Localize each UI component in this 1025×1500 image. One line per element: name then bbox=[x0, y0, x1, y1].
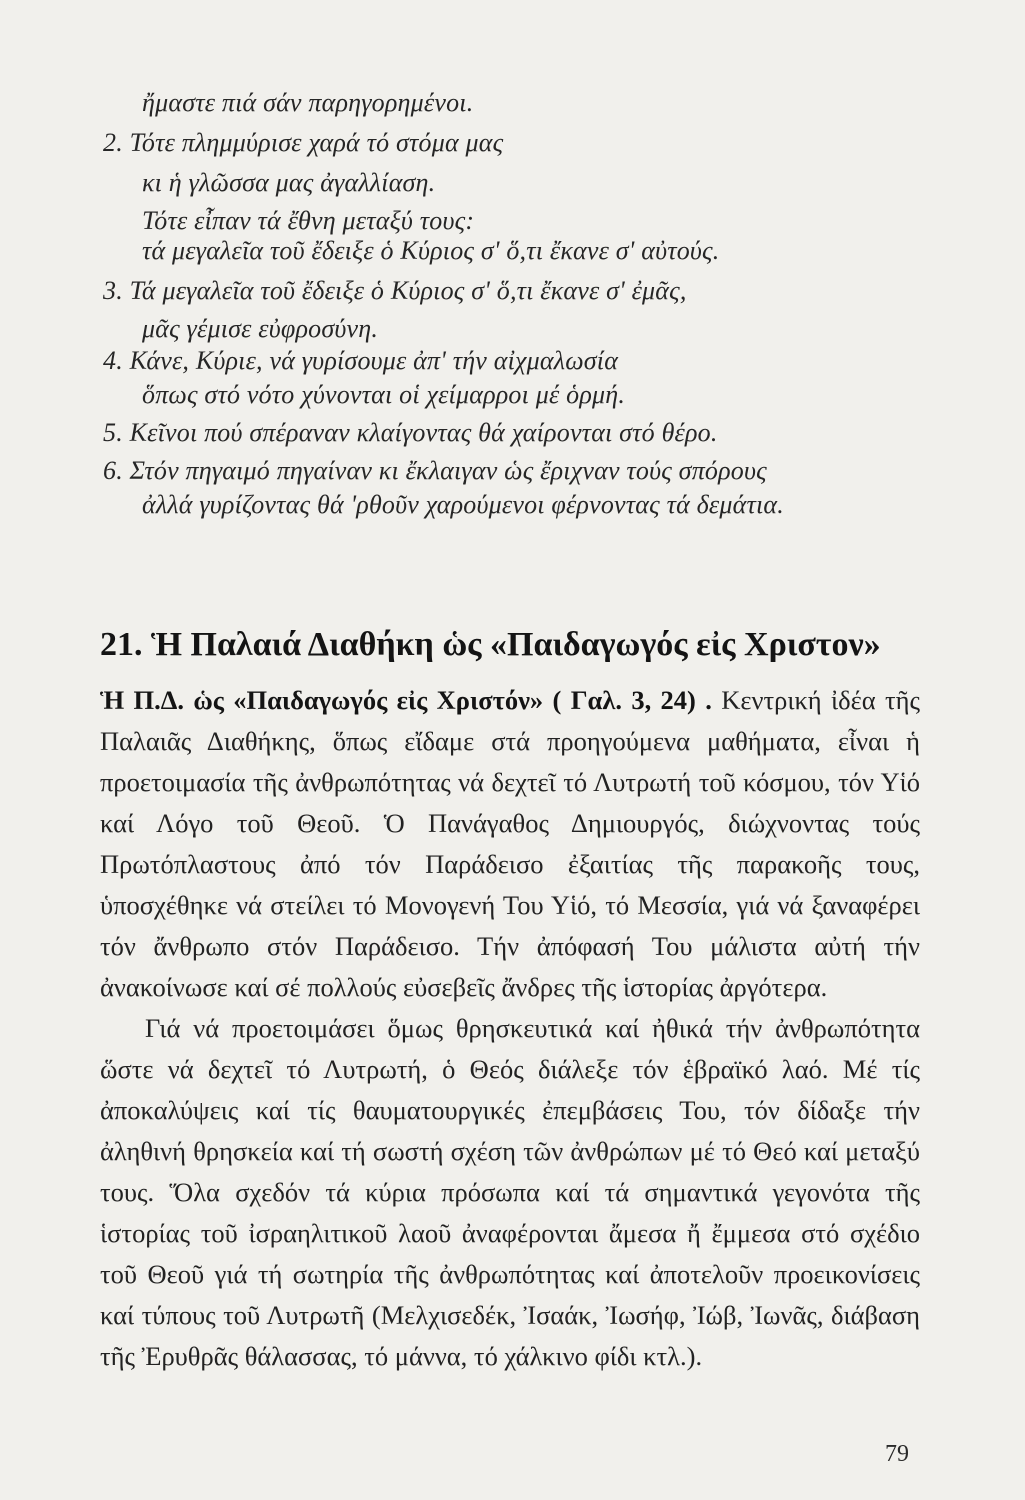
paragraph-1-text: Κεντρική ἰδέα τῆς Παλαιᾶς Διαθήκης, ὅπως εἴδαμε στά προηγούμενα μαθήματα, εἶναι ἡ προετοιμασία τῆς ἀνθρωπότητας νά δεχτεῖ τό Λυτρωτή τοῦ κόσμου, τόν Υἱό καί Λόγο τοῦ Θεοῦ. Ὁ Πανάγαθος Δημιουργός, διώχνοντας τούς Πρωτόπλαστους ἀπό τόν Παράδεισο ἐξαιτίας τῆς παρακοῆς τους, ὑποσχέθηκε νά στείλει τό Μονογενή Του Υἱό, τό Μεσσία, γιά νά ξαναφέρει τόν ἄνθρωπο στόν Παράδεισο. Τήν ἀπόφασή Του μάλιστα αὐτή τήν ἀνακοίνωσε καί σέ πολλούς εὐσεβεῖς ἄνδρες τῆς ἱστορίας ἀργότερα. bbox=[100, 685, 920, 1002]
psalm-line: 6. Στόν πηγαιμό πηγαίναν κι ἔκλαιγαν ὡς ἔριχναν τούς σπόρους bbox=[103, 456, 767, 485]
psalm-line: μᾶς γέμισε εὐφροσύνη. bbox=[142, 314, 379, 343]
psalm-line: 4. Κάνε, Κύριε, νά γυρίσουμε ἀπ' τήν αἰχμαλωσία bbox=[103, 346, 619, 375]
psalm-line: τά μεγαλεῖα τοῦ ἔδειξε ὁ Κύριος σ' ὅ,τι ἔκανε σ' αὐτούς. bbox=[142, 236, 720, 265]
psalm-line: 2. Τότε πλημμύρισε χαρά τό στόμα μας bbox=[103, 128, 504, 157]
paragraph-1-lead: Ἡ Π.Δ. ὡς «Παιδαγωγός εἰς Χριστόν» ( Γαλ. 3, 24) . bbox=[100, 685, 712, 715]
psalm-line: ἤμαστε πιά σάν παρηγορημένοι. bbox=[142, 88, 474, 117]
psalm-line: 3. Τά μεγαλεῖα τοῦ ἔδειξε ὁ Κύριος σ' ὅ,τι ἔκανε σ' ἐμᾶς, bbox=[103, 276, 687, 305]
psalm-line: ἀλλά γυρίζοντας θά 'ρθοῦν χαρούμενοι φέρνοντας τά δεμάτια. bbox=[142, 490, 784, 519]
paragraph-1 bbox=[100, 680, 920, 1008]
paragraph-2: Γιά νά προετοιμάσει ὅμως θρησκευτικά καί ἠθικά τήν ἀνθρωπότητα ὥστε νά δεχτεῖ τό Λυτρωτή, ὁ Θεός διάλεξε τόν ἑβραϊκό λαό. Μέ τίς ἀποκαλύψεις καί τίς θαυματουργικές ἐπεμβάσεις Του, τόν δίδαξε τήν ἀληθινή θρησκεία καί τή σωστή σχέση τῶν ἀνθρώπων μέ τό Θεό καί μεταξύ τους. Ὅλα σχεδόν τά κύρια πρόσωπα καί τά σημαντικά γεγονότα τῆς ἱστορίας τοῦ ἰσραηλιτικοῦ λαοῦ ἀναφέρονται ἄμεσα ἤ ἔμμεσα στό σχέδιο τοῦ Θεοῦ γιά τή σωτηρία τῆς ἀνθρωπότητας καί ἀποτελοῦν προεικονίσεις καί τύπους τοῦ Λυτρωτῆ (Μελχισεδέκ, Ἰσαάκ, Ἰωσήφ, Ἰώβ, Ἰωνᾶς, διάβαση τῆς Ἐρυθρᾶς θάλασσας, τό μάννα, τό χάλκινο φίδι κτλ.). bbox=[100, 1013, 920, 1371]
psalm-line: ὅπως στό νότο χύνονται οἱ χείμαρροι μέ ὁρμή. bbox=[142, 380, 626, 409]
page-number: 79 bbox=[885, 1441, 909, 1467]
psalm-line: 5. Κεῖνοι πού σπέραναν κλαίγοντας θά χαίρονται στό θέρο. bbox=[103, 418, 718, 447]
psalm-line: κι ἡ γλῶσσα μας ἀγαλλίαση. bbox=[142, 168, 436, 197]
section-heading: 21. Ἡ Παλαιά Διαθήκη ὡς «Παιδαγωγός εἰς Χριστον» bbox=[100, 626, 881, 663]
psalm-line: Τότε εἶπαν τά ἔθνη μεταξύ τους: bbox=[142, 206, 475, 235]
